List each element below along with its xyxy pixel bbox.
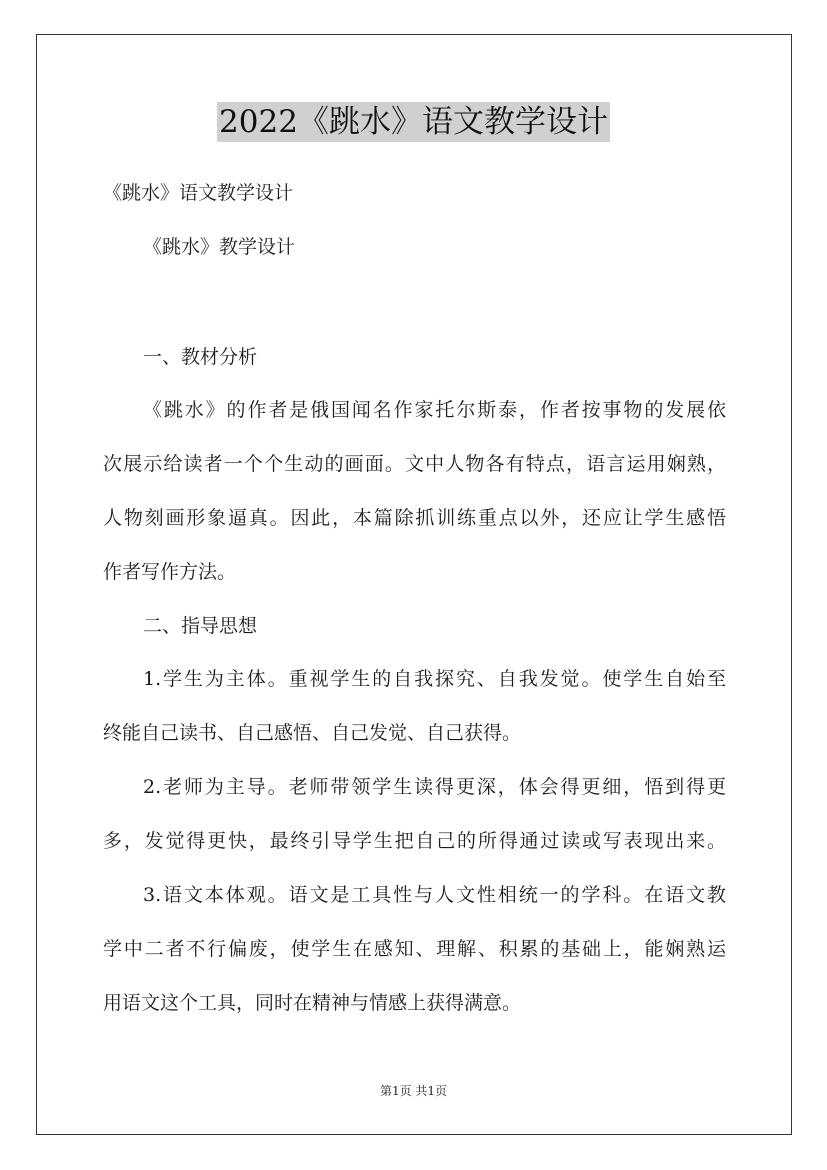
section-heading-2: 二、指导思想 bbox=[143, 615, 258, 637]
paragraph-line: 次展示给读者一个个生动的画面。文中人物各有特点，语言运用娴熟， bbox=[103, 453, 726, 475]
section-heading-1: 一、教材分析 bbox=[143, 346, 258, 368]
paragraph-line: 3.语文本体观。语文是工具性与人文性相统一的学科。在语文教 bbox=[143, 884, 726, 906]
page-footer: 第1页 共1页 bbox=[379, 1084, 448, 1098]
paragraph-line: 人物刻画形象逼真。因此，本篇除抓训练重点以外，还应让学生感悟 bbox=[103, 507, 726, 529]
paragraph-line: 多，发觉得更快，最终引导学生把自己的所得通过读或写表现出来。 bbox=[103, 830, 726, 852]
paragraph-line: 《跳水》的作者是俄国闻名作家托尔斯泰，作者按事物的发展依 bbox=[143, 399, 726, 421]
paragraph-line: 2.老师为主导。老师带领学生读得更深，体会得更细，悟到得更 bbox=[143, 776, 726, 798]
paragraph-line: 1.学生为主体。重视学生的自我探究、自我发觉。使学生自始至 bbox=[143, 668, 726, 690]
title-container bbox=[0, 102, 827, 142]
document-title: 2022《跳水》语文教学设计 bbox=[219, 104, 608, 140]
paragraph-line: 终能自己读书、自己感悟、自己发觉、自己获得。 bbox=[103, 722, 522, 744]
paragraph-line: 学中二者不行偏废，使学生在感知、理解、积累的基础上，能娴熟运 bbox=[103, 938, 726, 960]
document-subheading: 《跳水》教学设计 bbox=[143, 236, 296, 258]
paragraph-line: 用语文这个工具，同时在精神与情感上获得满意。 bbox=[103, 992, 522, 1014]
paragraph-line: 作者写作方法。 bbox=[103, 561, 237, 583]
document-subtitle: 《跳水》语文教学设计 bbox=[103, 182, 294, 204]
